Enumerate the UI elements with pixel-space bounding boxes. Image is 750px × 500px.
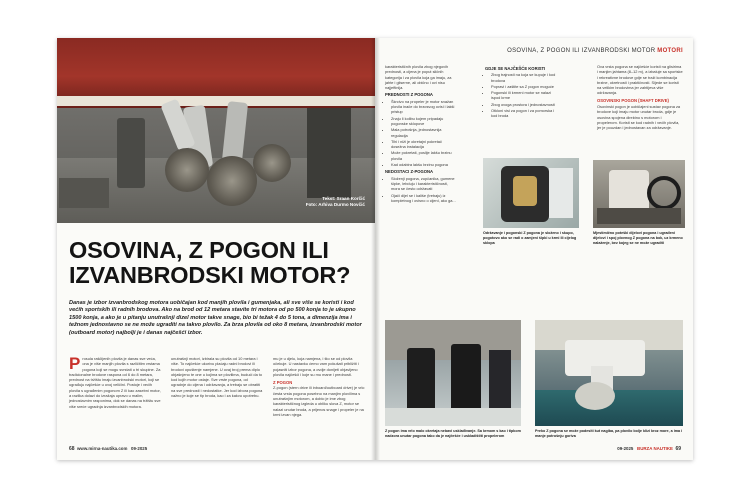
- right-column-3: [597, 64, 683, 131]
- magazine-spread: [57, 38, 693, 460]
- drop-cap: P: [69, 354, 81, 373]
- body-text: Osovinski pogon je uobičajeni sustav pogona za brodove koji imaju motor unutar broda, gdje je osovina spojena direktno s motorom i propelerom. Koristi se kod radnih i većih plovila, jer je pouzdan i jednostavan za održavanje.: [597, 104, 681, 131]
- list-item: • Zbog ovoga prostora i jednostavnosti: [491, 102, 559, 107]
- photo-engine-bay: [483, 158, 579, 228]
- body-text: mu je u djelu, koja namjena, i što se od plovila očekuje. U nastavku ćemo vam pokušati približiti i pojasniti izbor pogona, a ovdje donijeti objavljeno plovila najčešći i koje su mu mane i prednosti.: [273, 356, 359, 377]
- photo-credit-photo: Foto: Arhiva Durmo Novčić: [305, 202, 365, 207]
- photo-caption: Mjestimično poteški dijelovi pogona i ugrađeni dijelovi i spoj plovnog Z pogona na bok, uz krmeno nalaženje, bez kojeg se ne može ugraditi: [593, 231, 683, 245]
- body-text: Z-pogon (stern drive ili inboard/outboard drive) je vrlo česta vrsta pogona posebno na manjim plovilima s unutrašnjim motorom, a dobio je ime zbog karakterističnog izgleda u obliku slova Z, motor se nalazi unutar broda, a prijenos snage i propeler je na krmi izvan njega.: [273, 385, 365, 417]
- title-line-2: IZVANBRODSKI MOTOR?: [69, 262, 351, 288]
- list-item: • Kad odabira lakšu brzinu pogona: [391, 162, 457, 167]
- list-item: • Znaju li kolibu kojem pripadaju pogonske sklopove: [391, 116, 457, 127]
- list-item: • Zbog trajnosti na koja se kupuje i kod brodova: [491, 72, 559, 83]
- usage-list: [485, 72, 559, 118]
- disadvantages-list: [385, 176, 457, 203]
- section-heading: NEDOSTACI Z-POGONA: [385, 169, 434, 175]
- right-column-1: [385, 64, 457, 204]
- running-header-title: OSOVINA, Z POGON ILI IZVANBRODSKI MOTOR: [507, 48, 656, 54]
- list-item: • Može pokretati, poslije lakšu brzinu plovila: [391, 150, 457, 161]
- body-text: Ova vrsta pogona se najčešće koristi na glisirima i manjim jahtama (8–12 m), a izbaluje sa sportske i rekreativne brodove gdje se traži kombinacija brzine, okretnosti i praktičnosti. Sijede se koristi na velikim brodovima jer zahtijeva više održavanja.: [597, 64, 683, 96]
- body-column-2: unutrašnji motori, izbirala su plovila od 10 metara i više. To najčešće ukorivu plaćaju radni brodovi ili brodovi opuštenje namjene. U ovaj broj prema diplo objašnjeno te one u kojima se plovilima, budući da to kod kojih motor ostaje. Sve vrste pogona, od ugradnje do cijena i održavanja, a trebaju se obratiti na sve prednosti i nedostatke. Jer kod izbora pogona važno je koje se tip broda, kao i za kakvu upotrebu.: [171, 356, 263, 399]
- advantages-list: [385, 99, 457, 168]
- list-item: • Tihi i niži je okretajni pokretač dosežna instalacija: [391, 139, 457, 150]
- issue: 09-2025: [617, 446, 634, 451]
- running-header-section: MOTORI: [657, 48, 683, 54]
- list-item: • Škrcivo na propeler je motor snažan plovila inače do brzosvog ovisi i lakši pristup: [391, 99, 457, 115]
- article-title: [69, 238, 369, 288]
- photo-boat-stern: [385, 320, 521, 426]
- section-heading: PREDNOSTI Z POGONA: [385, 92, 433, 98]
- right-footer: [617, 446, 681, 452]
- list-item: • Složenji pogona, zupčanika, gumene šipke, lebduju i karakterističnosti, mora se često održavati: [391, 176, 457, 192]
- list-item: • Mala potrošnja, jednostavnija regulacija: [391, 127, 457, 138]
- list-item: • Popravi i zaštite sa Z pogon moguće: [491, 84, 559, 89]
- body-columns: [69, 356, 365, 442]
- spine-shadow: [371, 38, 380, 460]
- body-column-3: [273, 356, 365, 417]
- section-heading: GDJE SE NAJČEŠĆE KORISTI: [485, 66, 546, 71]
- hero-photo: [57, 38, 375, 223]
- section-heading: OSOVINSKI POGON (SHAFT DRIVE): [597, 97, 669, 103]
- running-header: [507, 48, 683, 54]
- body-column-1: [69, 356, 161, 409]
- photo-underwater-drive: [535, 320, 683, 426]
- photo-caption: Održavanje i pogonski Z pogona je složeno i skupo, pogotovo ako se radi o zamjeni šipki u krmi ili cijelog sklopa: [483, 231, 577, 245]
- brand: BURZA NAUTIKE: [637, 446, 673, 451]
- left-footer: [69, 446, 147, 452]
- list-item: • Ojači dijel se i kališe (trebaju) iz kompletnog i ovisno o cijeni, ako ga...: [391, 193, 457, 204]
- title-line-1: OSOVINA, Z POGON ILI: [69, 237, 329, 263]
- list-item: • Pogonski ili krmeni motor se nalazi ispod krme: [491, 90, 559, 101]
- photo-caption: Z pogon ima vrlo malo okretaja nebavi usklađivanje. Sa krmom s kao i tipkom nadzora unutar pogona tako da je najčešće i uskladištiti propelerom: [385, 429, 521, 438]
- issue: 09-2025: [131, 446, 148, 451]
- article-lead: Danas je izbor izvanbrodskog motora uobičajan kod manjih plovila i gumenjaka, ali sve više se koristi i kod većih sportskih ili radnih brodova. Ako na brod od 12 metara stavite tri motora od po 500 konja to je ukupno 1500 konja, a ako je u pitanju unutrašnji dizel motor takve snage, bio bi težak 4 do 5 tona, a dimenzija ima i težnom jednostavno se ne može ugraditi na takvo plovilo. Za brza plovila od oko 8 metara, izvanbrodski motor (outboard motor) najbolji je i danas najčešći izbor.: [69, 300, 362, 336]
- photo-caption: Preko Z pogona se može podesiti kut nagiba, pa plovilo bolje klizi kroz more, a ima i manje potrošnju goriva: [535, 429, 683, 438]
- website: www.mirna-nautika.com: [77, 446, 128, 451]
- section-heading: Z POGON: [273, 380, 293, 386]
- right-column-2: [485, 64, 559, 120]
- right-page: [375, 38, 693, 460]
- page-number: 68: [69, 446, 75, 452]
- body-text: rosula raščijenih plovila je danas sve veća, ona je više manjih plovila s različitim vrstama pogona koji se mogu svrstati u tri skupine. Za tradicionalne brodove raspona od 6 do 8 metara, prednost na tržištu imaju izvanbrodski motori, koji se ugrađuju najčešće u ovoj veličini. Postoje i većih plovila s ugrađenim pogonom Z ili kao zasebni motor, a razlika dolazi do izražaja upravo u malim, jednostavnim rasponima, dok se danas na tržištu sve više sreće ugradnja izvanbrodskih motora.: [69, 356, 161, 409]
- photo-z-drive: [593, 160, 685, 228]
- page-number: 69: [675, 446, 681, 452]
- list-item: • Otkloni visi za pogon i za pomorska i kod broda: [491, 108, 559, 119]
- photo-credit-text: Tekst: Sraan Korčić: [322, 196, 365, 201]
- body-text: karakterističnih plovila zbog njegovih prednosti, a cijena je poput sličnih kategorija i za plovila koja ga imaju, za jahte i gliserne, ali obično i ovi nisu najjeftinija.: [385, 64, 452, 91]
- photo-credits: [306, 196, 365, 208]
- left-page: [57, 38, 375, 460]
